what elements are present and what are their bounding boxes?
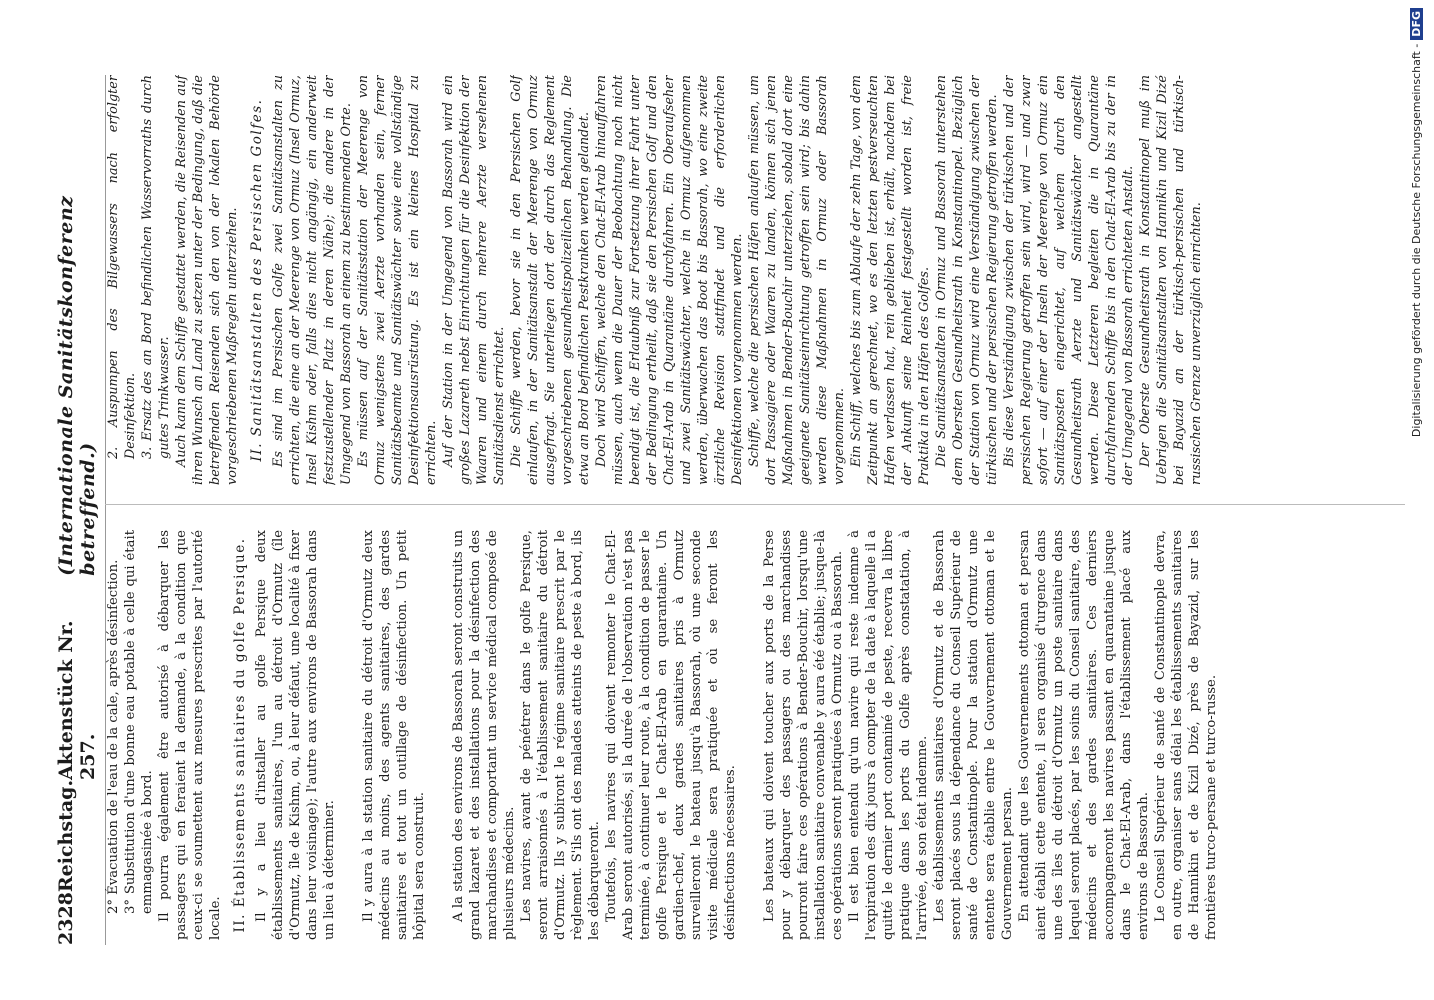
- header-document-number: Aktenstück Nr. 257.: [55, 620, 99, 780]
- german-paragraph: Die Sanitätsanstalten in Ormuz und Bassorah unterstehen dem Obersten Gesundheitsrath in Konstantinopel. Bezüglich der Station von Ormuz wird eine Verständigung zwischen der türkischen und der persischen Regierung getroffen werden.: [934, 75, 1000, 485]
- dfg-logo: DFG: [1410, 8, 1423, 40]
- running-header: [55, 75, 106, 945]
- french-paragraph: Toutefois, les navires qui doivent remonter le Chat-El-Arab seront autorisés, si la durée de l'observation n'est pas terminée, à continuer leur route, à la condition de passer le golfe Persique et le Chat-El-Arab en quarantaine. Un gardien-chef, deux gardes sanitaires pris à Ormutz surveilleront le bateau jusqu'à Bassorah, où une seconde visite médicale sera pratiquée et où se feront les désinfections nécessaires.: [604, 530, 738, 940]
- digitization-credit: [1410, 0, 1423, 1000]
- german-paragraph: Der Oberste Gesundheitsrath in Konstantinopel muß im Uebrigen die Sanitätsanstalten von Hannikin und Kizil Dizé bei Bayazid an der türkisch-persischen und türkisch-russischen Grenze unverzüglich einrichten.: [1138, 75, 1204, 485]
- french-item-3: 3° Substitution d'une bonne eau potable à celle qui était emmagasinée à bord.: [123, 530, 155, 914]
- french-paragraph: Il pourra également être autorisé à débarquer les passagers qui en feraient la demande, à la condition que ceux-ci se soumettent aux mesures prescrites par l'autorité locale.: [157, 530, 223, 940]
- german-paragraph: Es sind im Persischen Golfe zwei Sanitätsanstalten zu errichten, die eine an der Meerenge von Ormuz (Insel Ormuz, Insel Kishm oder, falls dies nicht angängig, ein anderweit festzustellender Platz in deren Nähe); die andere in der Umgegend von Bassorah an einem zu bestimmenden Orte.: [271, 75, 354, 485]
- french-paragraph: Les établissements sanitaires d'Ormutz et de Bassorah seront placés sous la dépendance du Conseil Supérieur de santé de Constantinople. Pour la station d'Ormutz une entente sera établie entre le Gouvernement ottoman et le Gouvernement persan.: [932, 530, 1015, 940]
- header-title: (Internationale Sanitätskonferenz betreffend.): [55, 195, 99, 576]
- german-item-3: 3. Ersatz des an Bord befindlichen Wasservorraths durch gutes Trinkwasser.: [140, 75, 172, 459]
- french-paragraph: Il y aura à la station sanitaire du détroit d'Ormutz deux médecins au moins, des agents sanitaires, des gardes sanitaires et tout un outillage de désinfection. Un petit hôpital sera construit.: [361, 530, 427, 940]
- german-paragraph: Schiffe, welche die persischen Häfen anlaufen müssen, um dort Passagiere oder Waaren zu landen, können sich jenen Maßnahmen in Bender-Bouchir unterziehen, sobald dort eine geeignete Sanitätseinrichtung getroffen sein wird; bis dahin werden diese Maßnahmen in Ormuz oder Bassorah vorgenommen.: [747, 75, 847, 485]
- column-divider: [105, 504, 1405, 505]
- french-paragraph: A la station des environs de Bassorah seront construits un grand lazaret et des installations pour la désinfection des marchandises et comportant un service médical composé de plusieurs médecins.: [451, 530, 517, 940]
- german-paragraph: Es müssen auf der Sanitätsstation der Meerenge von Ormuz wenigstens zwei Aerzte vorhanden sein, ferner Sanitätsbeamte und Sanitätswächter sowie eine vollständige Desinfektionsausrüstung. Es ist ein kleines Hospital zu errichten.: [356, 75, 439, 485]
- french-paragraph: Le Conseil Supérieur de santé de Constantinople devra, en outre, organiser sans délai les établissements sanitaires de Hannikin et de Kizil Dizé, près de Bayazid, sur les frontières turco-persane et turco-russe.: [1153, 530, 1219, 940]
- french-item-2: 2° Évacuation de l'eau de la cale, après désinfection.: [106, 559, 121, 914]
- german-paragraph: Auf der Station in der Umgegend von Bassorah wird ein großes Lazareth nebst Einrichtungen für die Desinfektion der Waaren und einem durch mehrere Aerzte versehenen Sanitätsdienst errichtet.: [441, 75, 507, 485]
- french-paragraph: Il est bien entendu qu'un navire qui reste indemne à l'expiration des dix jours à compter de la date à laquelle il a quitté le dernier port contaminé de peste, recevra la libre pratique dans les ports du Golfe après constatation, à l'arrivée, de son état indemne.: [847, 530, 930, 940]
- french-paragraph: Les navires, avant de pénétrer dans le golfe Persique, seront arraisonnés à l'établissement sanitaire du détroit d'Ormutz. Ils y subiront le régime sanitaire prescrit par le règlement. S'ils ont des malades atteints de peste à bord, ils les débarqueront.: [519, 530, 602, 940]
- german-section-heading: II. Sanitätsanstalten des Persischen Golfes.: [249, 98, 265, 462]
- french-column: [105, 530, 1410, 940]
- page-number: 2328: [55, 892, 77, 945]
- german-paragraph: Ein Schiff, welches bis zum Ablaufe der zehn Tage, von dem Zeitpunkt an gerechnet, wo es den letzten pestverseuchten Hafen verlassen hat, rein geblieben ist, erhält, nachdem bei der Ankunft seine Reinheit festgestellt worden ist, freie Praktika in den Häfen des Golfes.: [849, 75, 932, 485]
- german-column: [105, 75, 1410, 485]
- french-section-heading: II. Établissements sanitaires du golfe Persique.: [232, 537, 248, 933]
- credit-text: Digitalisierung gefördert durch die Deutsche Forschungsgemeinschaft -: [1410, 43, 1423, 438]
- header-reichstag: Reichstag.: [55, 779, 77, 893]
- french-paragraph: En attendant que les Gouvernements ottoman et persan aient établi cette entente, il sera organisé d'urgence dans une des îles du détroit d'Ormutz un poste sanitaire dans lequel seront placés, par les soins du Conseil sanitaire, des médecins et des gardes sanitaires. Ces derniers accompagneront les navires passant en quarantaine jusque dans le Chat-El-Arab, dans l'établissement placé aux environs de Bassorah.: [1017, 530, 1151, 940]
- german-paragraph: Auch kann dem Schiffe gestattet werden, die Reisenden auf ihren Wunsch an Land zu setzen unter der Bedingung, daß die betreffenden Reisenden sich den von der lokalen Behörde vorgeschriebenen Maßregeln unterziehen.: [174, 75, 240, 485]
- german-item-2: 2. Auspumpen des Bilgewassers nach erfolgter Desinfektion.: [106, 75, 138, 459]
- french-paragraph: Il y a lieu d'installer au golfe Persique deux établissements sanitaires, l'un au détroit d'Ormutz (île d'Ormutz, île de Kishm, ou, à leur défaut, une localité à fixer dans leur voisinage); l'autre aux environs de Bassorah dans un lieu à déterminer.: [254, 530, 337, 940]
- german-paragraph: Die Schiffe werden, bevor sie in den Persischen Golf einlaufen, in der Sanitätsanstalt der Meerenge von Ormuz ausgefragt. Sie unterliegen dort der durch das Reglement vorgeschriebenen gesundheitspolizeilichen Behandlung. Die etwa an Bord befindlichen Pestkranken werden gelandet.: [509, 75, 592, 485]
- french-paragraph: Les bateaux qui doivent toucher aux ports de la Perse pour y débarquer des passagers ou des marchandises pourront faire ces opérations à Bender-Bouchir, lorsqu'une installation sanitaire convenable y aura été établie; jusque-là ces opérations seront pratiquées à Ormutz ou à Bassorah.: [762, 530, 845, 940]
- german-paragraph: Bis diese Verständigung zwischen der türkischen und der persischen Regierung getroffen sein wird, wird — und zwar sofort — auf einer der Inseln der Meerenge von Ormuz ein Sanitätsposten eingerichtet, auf welchem durch den Gesundheitsrath Aerzte und Sanitätswächter angestellt werden. Diese Letzteren begleiten die in Quarantäne durchfahrenden Schiffe bis in den Chat-El-Arab bis zu der in der Umgegend von Bassorah errichteten Anstalt.: [1002, 75, 1136, 485]
- german-paragraph: Doch wird Schiffen, welche den Chat-El-Arab hinauffahren müssen, auch wenn die Dauer der Beobachtung noch nicht beendigt ist, die Erlaubniß zur Fortsetzung ihrer Fahrt unter der Bedingung ertheilt, daß sie den Persischen Golf und den Chat-El-Arab in Quarantäne durchfahren. Ein Oberaufseher und zwei Sanitätswächter, welche in Ormuz aufgenommen werden, überwachen das Boot bis Bassorah, wo eine zweite ärztliche Revision stattfindet und die erforderlichen Desinfektionen vorgenommen werden.: [594, 75, 745, 485]
